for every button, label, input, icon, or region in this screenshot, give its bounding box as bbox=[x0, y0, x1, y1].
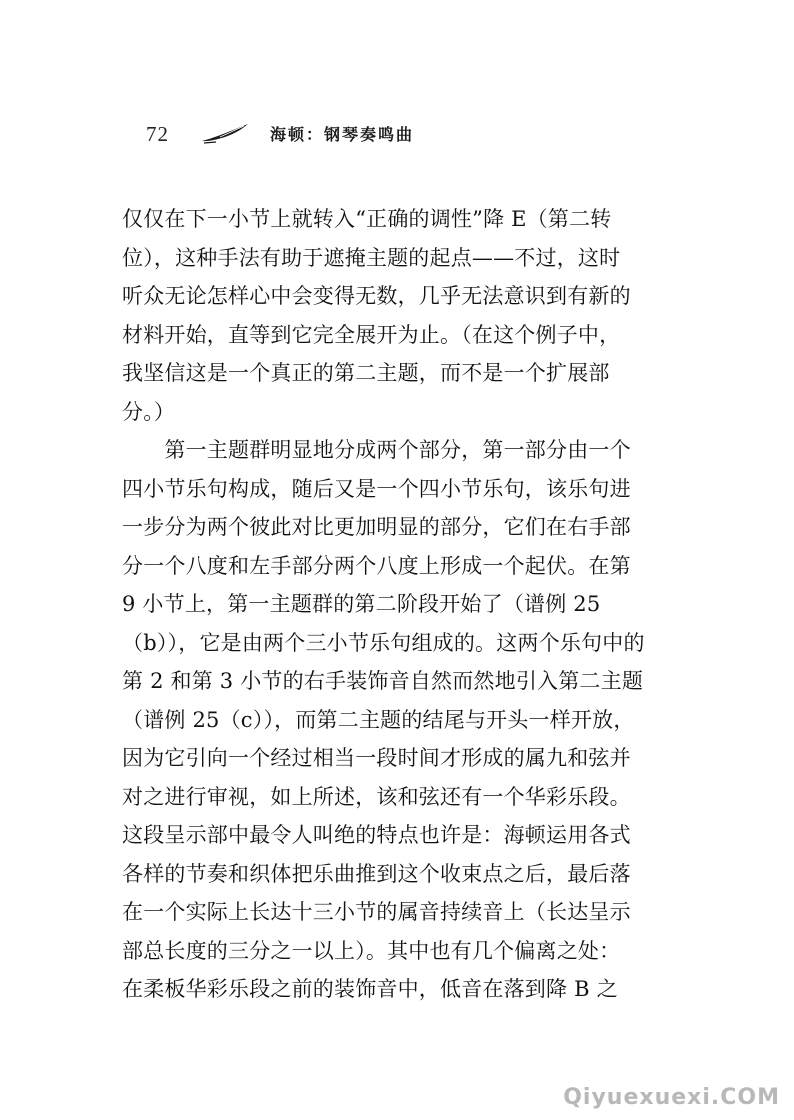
page-header bbox=[146, 120, 666, 150]
text-line: （b）），它是由两个三小节乐句组成的。这两个乐句中的 bbox=[122, 630, 645, 655]
text-line: 分。） bbox=[122, 399, 176, 424]
text-line: 第 2 和第 3 小节的右手装饰音自然而然地引入第二主题 bbox=[122, 669, 644, 693]
page-number: 72 bbox=[146, 122, 169, 146]
text-line: 仅仅在下一小节上就转入“正确的调性”降 E（第二转 bbox=[122, 207, 612, 231]
text-line: 我坚信这是一个真正的第二主题，而不是一个扩展部 bbox=[122, 361, 610, 385]
body-text bbox=[122, 200, 684, 1009]
running-title: 海顿：钢琴奏鸣曲 bbox=[270, 125, 415, 144]
text-line: 9 小节上，第一主题群的第二阶段开始了（谱例 25 bbox=[122, 592, 601, 616]
text-line: （谱例 25（c）），而第二主题的结尾与开头一样开放， bbox=[122, 707, 635, 732]
text-line: 四小节乐句构成，随后又是一个四小节乐句，该乐句进 bbox=[122, 476, 631, 501]
text-line: 部总长度的三分之一以上）。其中也有几个偏离之处： bbox=[122, 938, 621, 963]
text-line: 在一个实际上长达十三小节的属音持续音上（长达呈示 bbox=[122, 900, 631, 924]
text-line: 听众无论怎样心中会变得无数，几乎无法意识到有新的 bbox=[122, 284, 631, 308]
quill-pen-icon bbox=[200, 122, 250, 144]
text-line: 第一主题群明显地分成两个部分，第一部分由一个 bbox=[122, 438, 631, 462]
site-watermark: Qiyuexuexi.COM bbox=[563, 1085, 780, 1110]
text-line: 位），这种手法有助于遮掩主题的起点——不过，这时 bbox=[122, 245, 621, 270]
text-line: 在柔板华彩乐段之前的装饰音中，低音在落到降 B 之 bbox=[122, 977, 618, 1001]
text-line: 这段呈示部中最令人叫绝的特点也许是：海顿运用各式 bbox=[122, 823, 631, 847]
text-line: 材料开始，直等到它完全展开为止。（在这个例子中， bbox=[122, 322, 621, 347]
text-line: 分一个八度和左手部分两个八度上形成一个起伏。在第 bbox=[122, 553, 631, 578]
text-line: 对之进行审视，如上所述，该和弦还有一个华彩乐段。 bbox=[122, 784, 631, 809]
text-line: 各样的节奏和织体把乐曲推到这个收束点之后，最后落 bbox=[122, 861, 631, 886]
text-line: 一步分为两个彼此对比更加明显的部分，它们在右手部 bbox=[122, 515, 631, 539]
text-line: 因为它引向一个经过相当一段时间才形成的属九和弦并 bbox=[122, 746, 631, 770]
